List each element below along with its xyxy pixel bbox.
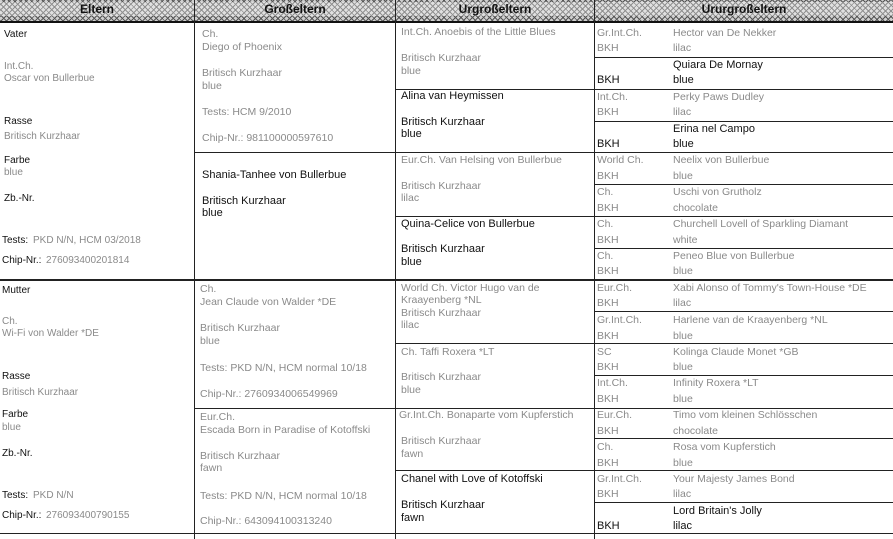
sire-tests-label: Tests: (2, 235, 29, 246)
sire-breed: Britisch Kurzhaar (4, 131, 81, 142)
dam-tests: PKD N/N (33, 490, 74, 501)
dam-title: Ch. (2, 316, 18, 327)
sire-role: Vater (4, 29, 28, 40)
dam-breed-label: Rasse (2, 371, 31, 382)
dam-name: Wi-Fi von Walder *DE (2, 328, 99, 339)
dam-color: blue (2, 422, 21, 433)
row-divider (195, 408, 395, 409)
sire-color: blue (4, 167, 23, 178)
dam-breed: Britisch Kurzhaar (2, 387, 79, 398)
bottom-border (0, 533, 893, 534)
sire-title: Int.Ch. (4, 61, 34, 72)
header-grandparents: Großeltern (195, 0, 395, 23)
sire-reg-label: Zb.-Nr. (4, 193, 35, 204)
row-divider-sire-dam (0, 279, 893, 281)
row-divider (595, 248, 893, 249)
sire-breed-label: Rasse (4, 116, 33, 127)
row-divider (595, 57, 893, 58)
row-divider (595, 375, 893, 376)
row-divider (396, 152, 893, 153)
dam-chip-label: Chip-Nr.: (2, 510, 42, 521)
row-divider (595, 121, 893, 122)
dam-color-label: Farbe (2, 409, 29, 420)
header-great-great-grandparents: Ururgroßeltern (595, 0, 893, 23)
dam-chip: 276093400790155 (46, 510, 130, 521)
row-divider (595, 311, 893, 312)
row-divider (595, 184, 893, 185)
dam-reg-label: Zb.-Nr. (2, 448, 33, 459)
sire-chip-label: Chip-Nr.: (2, 255, 42, 266)
row-divider (195, 152, 395, 153)
sire-color-label: Farbe (4, 155, 31, 166)
column-divider (395, 0, 396, 539)
header-great-grandparents: Urgroßeltern (396, 0, 594, 23)
row-divider (595, 438, 893, 439)
header-parents: Eltern (0, 0, 194, 23)
column-divider (594, 0, 595, 539)
sire-chip: 276093400201814 (46, 255, 130, 266)
row-divider (396, 470, 893, 471)
dam-role: Mutter (2, 285, 31, 296)
row-divider (396, 216, 893, 217)
row-divider (396, 343, 893, 344)
sire-tests: PKD N/N, HCM 03/2018 (33, 235, 141, 246)
dam-tests-label: Tests: (2, 490, 29, 501)
pedigree-sheet: Eltern Großeltern Urgroßeltern Ururgroßeltern Vater Int.Ch. Oscar von Bullerbue Rasse Britisch Kurzhaar Farbe blue Zb.-Nr. Tests: PKD N/N, HCM 03/2018 Chip-Nr.: 276093400201814 Mutter Ch. Wi-Fi von Walder *DE Rasse Britisch Kurzhaar Farbe blue Zb.-Nr. Tests: PKD N/N Chip-Nr.: 276093400790155 Ch. Diego of Phoenix Britisch Kurzhaar blue Tests: HCM 9/2010 Chip-Nr.: 981100000597610 Shania-Tanhee von Bullerbue Britisch Kurzhaar blue Ch. Jean Claude von Walder *DE Britisch Kurzhaar blue Tests: PKD N/N, HCM normal 10/18 Chip-Nr.: 2760934006549969 Eur.Ch. Escada Born in Paradise of Kotoffski Britisch Kurzhaar fawn Tests: PKD N/N, HCM normal 10/18 Chip-Nr.: 643094100313240 Int.Ch. Anoebis of the Little Blues Britisch Kurzhaar blue Alina van Heymissen Britisch Kurzhaar blue Eur.Ch. Van Helsing von Bullerbue Britisch Kurzhaar lilac Quina-Celice von Bullerbue Britisch Kurzhaar blue World Ch. Victor Hugo van de Kraayenberg *NL Britisch Kurzhaar lilac Ch. Taffi Roxera *LT Britisch Kurzhaar blue Gr.Int.Ch. Bonaparte vom Kupferstich Britisch Kurzhaar fawn Chanel with Love of Kotoffski Britisch Kurzhaar fawn Gr.Int.Ch. Hector van De Nekker BKH lilac Quiara De Mornay BKH blue Int.Ch. Perky Paws Dudley BKH lilac Erina nel Campo BKH blue World Ch. Neelix von Bullerbue BKH blue Ch. Uschi von Grutholz BKH chocolate Ch. Churchell Lovell of Sparkling Diamant BKH white Ch. Peneo Blue von Bullerbue BKH blue Eur.Ch. Xabi Alonso of Tommy's Town-House *DE BKH lilac Gr.Int.Ch. Harlene van de Kraayenberg *NL BKH blue SC Kolinga Claude Monet *GB BKH blue Int.Ch. Infinity Roxera *LT BKH blue Eur.Ch. Timo vom kleinen Schlösschen BKH chocolate Ch. Rosa vom Kupferstich BKH blue Gr.Int.Ch. Your Majesty James Bond BKH lilac Lord Britain's Jolly BKH lilac (0, 0, 893, 539)
column-divider (194, 0, 195, 539)
sire-name: Oscar von Bullerbue (4, 73, 95, 84)
row-divider (595, 502, 893, 503)
